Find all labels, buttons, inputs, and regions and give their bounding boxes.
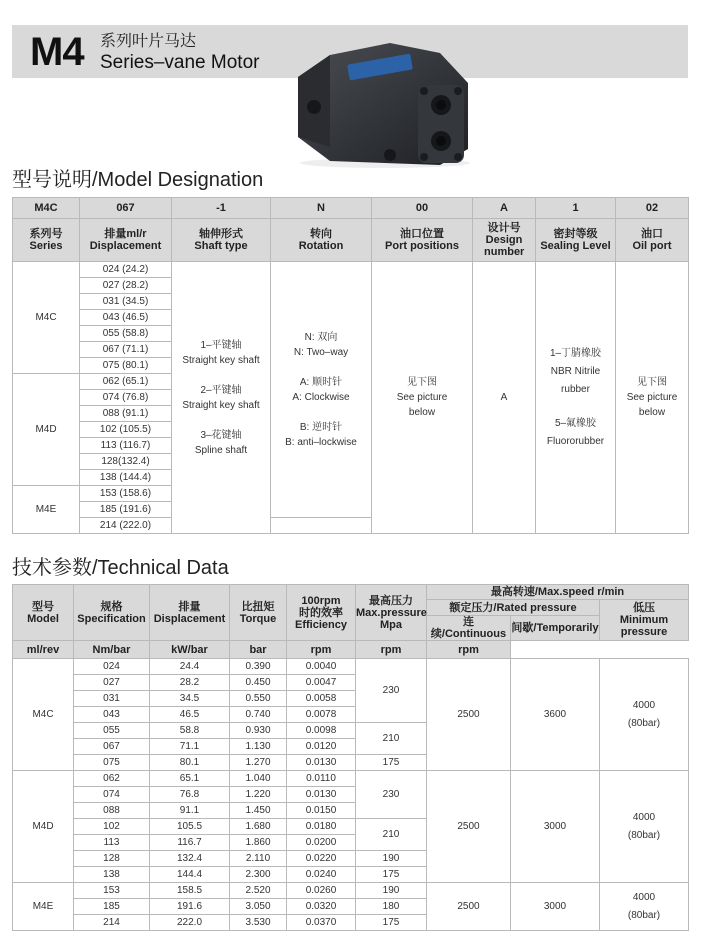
displacement-cell: 024 (24.2) — [80, 262, 172, 278]
spec-cell: 153 — [74, 883, 150, 899]
model-title: M4 — [30, 30, 84, 74]
displacement-cell: 222.0 — [150, 915, 230, 931]
spec-cell: 102 — [74, 819, 150, 835]
technical-data-title: 技术参数/Technical Data — [12, 557, 229, 579]
displacement-cell: 191.6 — [150, 899, 230, 915]
efficiency-cell: 0.0150 — [287, 803, 356, 819]
code-cell: N — [271, 198, 372, 219]
efficiency-cell: 0.0370 — [287, 915, 356, 931]
displacement-cell: 102 (105.5) — [80, 422, 172, 438]
displacement-cell: 062 (65.1) — [80, 374, 172, 390]
unit-cell: Nm/bar — [74, 641, 150, 659]
model-cell: M4E — [13, 883, 74, 931]
displacement-cell: 074 (76.8) — [80, 390, 172, 406]
torque-cell: 0.390 — [230, 659, 287, 675]
spec-cell: 185 — [74, 899, 150, 915]
unit-cell: rpm — [427, 641, 511, 659]
displacement-header: 排量 Displacement — [150, 585, 230, 641]
code-cell: 1 — [536, 198, 616, 219]
max-speed-header: 最高转速/Max.speed r/min — [427, 585, 689, 600]
torque-cell: 0.740 — [230, 707, 287, 723]
torque-cell: 1.860 — [230, 835, 287, 851]
minimum-speed-cell: 4000 (80bar) — [600, 659, 689, 771]
header-row — [13, 585, 689, 600]
unit-cell: ml/rev — [13, 641, 74, 659]
spec-cell: 062 — [74, 771, 150, 787]
pressure-cell: 230 — [356, 659, 427, 723]
label-cell: 油口 Oil port — [616, 219, 689, 262]
spec-cell: 113 — [74, 835, 150, 851]
torque-cell: 3.530 — [230, 915, 287, 931]
unit-cell: rpm — [356, 641, 427, 659]
spec-cell: 074 — [74, 787, 150, 803]
port-position-cell: 见下图 See picture below — [372, 262, 473, 534]
pressure-cell: 175 — [356, 867, 427, 883]
torque-cell: 1.270 — [230, 755, 287, 771]
label-cell: 转向 Rotation — [271, 219, 372, 262]
pressure-cell: 180 — [356, 899, 427, 915]
minimum-speed-cell: 4000 (80bar) — [600, 771, 689, 883]
shaft-type-cell: 1–平键轴 Straight key shaft 2–平键轴 Straight key shaft 3–花键轴 Spline shaft — [172, 262, 271, 534]
spec-cell: 043 — [74, 707, 150, 723]
spec-cell: 075 — [74, 755, 150, 771]
efficiency-cell: 0.0120 — [287, 739, 356, 755]
displacement-cell: 088 (91.1) — [80, 406, 172, 422]
series-cell: M4E — [13, 486, 80, 534]
displacement-cell: 055 (58.8) — [80, 326, 172, 342]
label-cell: 系列号 Series — [13, 219, 80, 262]
displacement-cell: 185 (191.6) — [80, 502, 172, 518]
unit-cell: kW/bar — [150, 641, 230, 659]
efficiency-cell: 0.0320 — [287, 899, 356, 915]
model-cell: M4C — [13, 659, 74, 771]
displacement-cell: 153 (158.6) — [80, 486, 172, 502]
sealing-level-cell: 1–丁腈橡胶 NBR Nitrile rubber 5–氟橡胶 Fluororubber — [536, 262, 616, 534]
series-title-cn: 系列叶片马达 — [100, 33, 197, 50]
code-cell: -1 — [172, 198, 271, 219]
efficiency-cell: 0.0260 — [287, 883, 356, 899]
continuous-speed-cell: 2500 — [427, 883, 511, 931]
unit-cell: bar — [230, 641, 287, 659]
efficiency-cell: 0.0240 — [287, 867, 356, 883]
torque-cell: 1.130 — [230, 739, 287, 755]
table-row — [13, 883, 689, 899]
torque-cell: 3.050 — [230, 899, 287, 915]
displacement-cell: 214 (222.0) — [80, 518, 172, 534]
displacement-cell: 116.7 — [150, 835, 230, 851]
displacement-cell: 067 (71.1) — [80, 342, 172, 358]
pressure-cell: 190 — [356, 851, 427, 867]
label-cell: 设计号 Design number — [473, 219, 536, 262]
torque-cell: 2.110 — [230, 851, 287, 867]
displacement-cell: 65.1 — [150, 771, 230, 787]
continuous-speed-cell: 2500 — [427, 771, 511, 883]
vane-motor-image — [290, 37, 480, 169]
temporarily-header: 间歇/Temporarily — [511, 616, 600, 641]
temporary-speed-cell: 3000 — [511, 883, 600, 931]
model-designation-title: 型号说明/Model Designation — [12, 169, 264, 191]
torque-cell: 1.450 — [230, 803, 287, 819]
pressure-cell: 210 — [356, 723, 427, 755]
displacement-cell: 71.1 — [150, 739, 230, 755]
displacement-cell: 113 (116.7) — [80, 438, 172, 454]
model-header: 型号 Model — [13, 585, 74, 641]
displacement-cell: 043 (46.5) — [80, 310, 172, 326]
displacement-cell: 075 (80.1) — [80, 358, 172, 374]
technical-data-table — [12, 584, 689, 931]
minimum-pressure-header: 低压 Minimum pressure — [600, 600, 689, 641]
displacement-cell: 144.4 — [150, 867, 230, 883]
designation-label-row — [13, 219, 689, 262]
torque-cell: 2.520 — [230, 883, 287, 899]
pressure-cell: 175 — [356, 755, 427, 771]
max-pressure-header: 最高压力 Max.pressure Mpa — [356, 585, 427, 641]
spec-cell: 027 — [74, 675, 150, 691]
continuous-speed-cell: 2500 — [427, 659, 511, 771]
efficiency-cell: 0.0130 — [287, 787, 356, 803]
efficiency-cell: 0.0220 — [287, 851, 356, 867]
torque-cell: 1.040 — [230, 771, 287, 787]
spec-cell: 128 — [74, 851, 150, 867]
torque-cell: 1.680 — [230, 819, 287, 835]
efficiency-cell: 0.0098 — [287, 723, 356, 739]
pressure-cell: 190 — [356, 883, 427, 899]
displacement-cell: 031 (34.5) — [80, 294, 172, 310]
temporary-speed-cell: 3600 — [511, 659, 600, 771]
torque-cell: 1.220 — [230, 787, 287, 803]
efficiency-cell: 0.0200 — [287, 835, 356, 851]
displacement-cell: 28.2 — [150, 675, 230, 691]
efficiency-header: 100rpm 时的效率 Efficiency — [287, 585, 356, 641]
series-cell: M4C — [13, 262, 80, 374]
torque-header: 比扭矩 Torque — [230, 585, 287, 641]
temporary-speed-cell: 3000 — [511, 771, 600, 883]
displacement-cell: 158.5 — [150, 883, 230, 899]
torque-cell: 2.300 — [230, 867, 287, 883]
label-cell: 轴伸形式 Shaft type — [172, 219, 271, 262]
code-cell: 02 — [616, 198, 689, 219]
efficiency-cell: 0.0078 — [287, 707, 356, 723]
efficiency-cell: 0.0040 — [287, 659, 356, 675]
model-designation-table — [12, 197, 689, 534]
spec-cell: 055 — [74, 723, 150, 739]
units-row — [13, 641, 689, 659]
displacement-cell: 58.8 — [150, 723, 230, 739]
pressure-cell: 210 — [356, 819, 427, 851]
code-cell: M4C — [13, 198, 80, 219]
efficiency-cell: 0.0058 — [287, 691, 356, 707]
spec-cell: 024 — [74, 659, 150, 675]
displacement-cell: 105.5 — [150, 819, 230, 835]
efficiency-cell: 0.0047 — [287, 675, 356, 691]
design-number-cell: A — [473, 262, 536, 534]
continuous-header: 连续/Continuous — [427, 616, 511, 641]
rotation-empty-cell — [271, 518, 372, 534]
torque-cell: 0.930 — [230, 723, 287, 739]
label-cell: 密封等级 Sealing Level — [536, 219, 616, 262]
displacement-cell: 027 (28.2) — [80, 278, 172, 294]
spec-cell: 067 — [74, 739, 150, 755]
efficiency-cell: 0.0110 — [287, 771, 356, 787]
spec-cell: 031 — [74, 691, 150, 707]
torque-cell: 0.450 — [230, 675, 287, 691]
displacement-cell: 91.1 — [150, 803, 230, 819]
displacement-cell: 46.5 — [150, 707, 230, 723]
label-cell: 油口位置 Port positions — [372, 219, 473, 262]
table-row — [13, 262, 689, 278]
pressure-cell: 175 — [356, 915, 427, 931]
spec-cell: 214 — [74, 915, 150, 931]
table-row — [13, 771, 689, 787]
spec-header: 规格 Specification — [74, 585, 150, 641]
displacement-cell: 76.8 — [150, 787, 230, 803]
series-title-en: Series–vane Motor — [100, 52, 260, 73]
minimum-speed-cell: 4000 (80bar) — [600, 883, 689, 931]
pressure-cell: 230 — [356, 771, 427, 819]
spec-cell: 138 — [74, 867, 150, 883]
table-row — [13, 659, 689, 675]
efficiency-cell: 0.0180 — [287, 819, 356, 835]
displacement-cell: 34.5 — [150, 691, 230, 707]
series-cell: M4D — [13, 374, 80, 486]
code-cell: 00 — [372, 198, 473, 219]
displacement-cell: 80.1 — [150, 755, 230, 771]
displacement-cell: 24.4 — [150, 659, 230, 675]
displacement-cell: 128(132.4) — [80, 454, 172, 470]
unit-cell: rpm — [287, 641, 356, 659]
spec-cell: 088 — [74, 803, 150, 819]
code-cell: A — [473, 198, 536, 219]
designation-code-row — [13, 198, 689, 219]
rotation-cell: N: 双向 N: Two–way A: 顺时针 A: Clockwise B: 逆时针 B: anti–lockwise — [271, 262, 372, 518]
displacement-cell: 138 (144.4) — [80, 470, 172, 486]
rated-pressure-header: 额定压力/Rated pressure — [427, 600, 600, 616]
efficiency-cell: 0.0130 — [287, 755, 356, 771]
oil-port-cell: 见下图 See picture below — [616, 262, 689, 534]
label-cell: 排量ml/r Displacement — [80, 219, 172, 262]
torque-cell: 0.550 — [230, 691, 287, 707]
displacement-cell: 132.4 — [150, 851, 230, 867]
model-cell: M4D — [13, 771, 74, 883]
code-cell: 067 — [80, 198, 172, 219]
